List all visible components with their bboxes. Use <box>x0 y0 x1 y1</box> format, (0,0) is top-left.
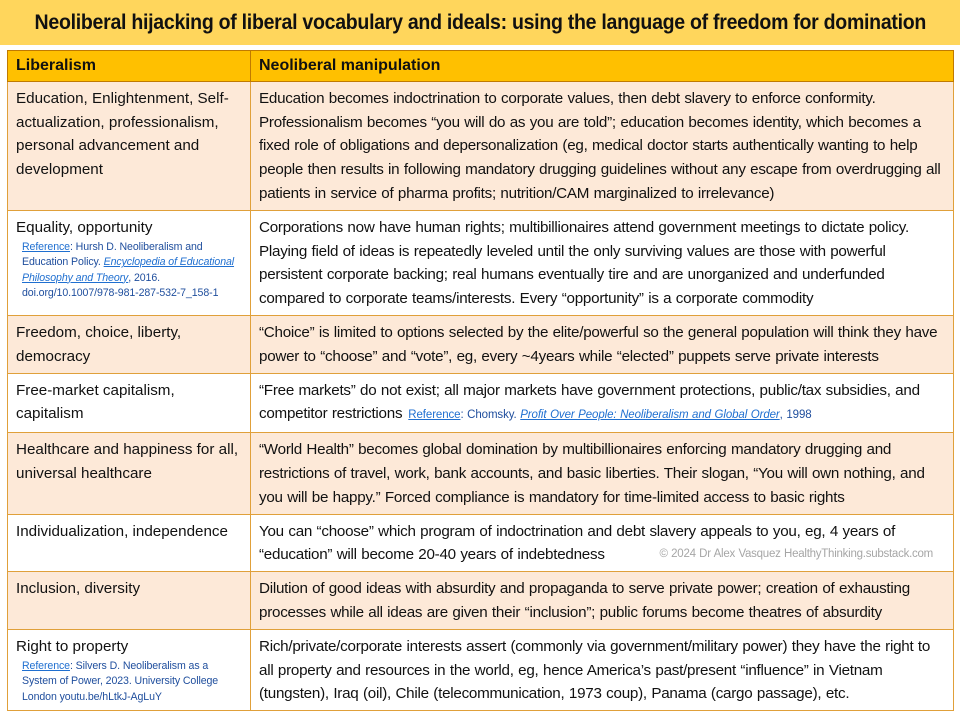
table-row <box>8 373 954 433</box>
table-row <box>8 81 954 210</box>
liberal-ideal-cell <box>8 629 251 710</box>
table-row <box>8 629 954 710</box>
reference-text: : Chomsky. <box>460 409 521 422</box>
liberal-ideal-text: Inclusion, diversity <box>16 580 141 598</box>
liberal-ideal-text: Healthcare and happiness for all, universal healthcare <box>16 441 239 482</box>
comparison-table <box>7 50 954 711</box>
liberal-ideal-text: Freedom, choice, liberty, democracy <box>16 323 182 365</box>
manipulation-text: “Free markets” do not exist; all major markets have government protections, public/tax subsidies, and competitor restrictions <box>259 381 920 423</box>
liberal-ideal-text: Right to property <box>16 637 129 655</box>
reference-link[interactable]: Reference <box>22 240 70 253</box>
header-neoliberal-manipulation: Neoliberal manipulation <box>251 51 954 82</box>
liberal-ideal-cell <box>8 81 251 210</box>
liberal-ideal-text: Equality, opportunity <box>16 218 153 236</box>
reference-text: : Silvers D. Neoliberalism as a System of Power, 2023. University College London youtu.be/hLtkJ-AgLuY <box>22 659 219 703</box>
liberal-ideal-cell <box>8 210 251 315</box>
manipulation-text: You can “choose” which program of indoctrination and debt slavery appeals to you, eg, 4 years of “education” will become 20-40 years of indebtedness <box>259 522 896 564</box>
liberal-ideal-cell <box>8 373 251 433</box>
reference-text: : Hursh D. Neoliberalism and Education Policy. <box>22 240 203 269</box>
reference-citation <box>408 409 811 421</box>
table-row <box>8 315 954 373</box>
reference-details: , 2016. doi.org/10.1007/978-981-287-532-7_158-1 <box>22 271 219 300</box>
table-row <box>8 433 954 514</box>
liberal-ideal-text: Education, Enlightenment, Self-actualization, professionalism, personal advancement and development <box>16 89 229 179</box>
header-liberalism: Liberalism <box>8 51 251 82</box>
reference-source-link[interactable]: Profit Over People: Neoliberalism and Global Order <box>520 409 780 422</box>
reference-details: , 1998 <box>779 409 812 422</box>
liberal-ideal-text: Free-market capitalism, capitalism <box>16 381 175 423</box>
neoliberal-manipulation-cell: Education becomes indoctrination to corporate values, then debt slavery to enforce conformity. Professionalism becomes “you will do as you are told”; education becomes identity, which becomes a fixed role of obligations and depersonalization (eg, medical doctor starts authentically wanting to help people then results in following mandatory drugging guidelines without any escape from overdrugging all patients in service of pharma profits; nutrition/CAM marginalized to irrelevance) <box>251 81 954 210</box>
reference-citation <box>16 659 242 706</box>
title-banner <box>0 0 960 45</box>
liberal-ideal-cell <box>8 315 251 373</box>
reference-source-link[interactable]: Encyclopedia of Educational Philosophy and Theory <box>22 256 235 284</box>
reference-link[interactable]: Reference <box>408 409 461 422</box>
neoliberal-manipulation-cell: Rich/private/corporate interests assert (commonly via government/military power) they have the right to all property and resources in the world, eg, hence America’s past/present “influence” in Vietnam (tungsten), Iraq (oil), Chile (telecommunication, 1973 coup), Panama (cargo passage), etc. <box>251 629 954 710</box>
liberal-ideal-cell <box>8 572 251 630</box>
neoliberal-manipulation-cell <box>251 514 954 572</box>
neoliberal-manipulation-cell: “World Health” becomes global domination by multibillionaires enforcing mandatory drugging and restrictions of travel, work, bank accounts, and basic liberties. Their slogan, “You will own nothing, and you will be happy.” Forced compliance is mandatory for time-limited access to basic rights <box>251 433 954 514</box>
copyright-notice: © 2024 Dr Alex Vasquez HealthyThinking.substack.com <box>659 548 933 561</box>
neoliberal-manipulation-cell: Corporations now have human rights; multibillionaires attend government meetings to dictate policy. Playing field of ideas is repeatedly leveled until the only surviving values are those with powerful persistent corporate backing; real humans eventually tire and are unorganized and underfunded compared to corporate teams/interests. Every “opportunity” is a corporate commodity <box>251 210 954 315</box>
neoliberal-manipulation-cell: “Choice” is limited to options selected by the elite/powerful so the general population will think they have power to “choose” and “vote”, eg, every ~4years while “elected” puppets serve private interests <box>251 315 954 373</box>
liberal-ideal-cell <box>8 514 251 572</box>
table-row <box>8 210 954 315</box>
reference-link[interactable]: Reference <box>22 659 70 672</box>
page-title: Neoliberal hijacking of liberal vocabulary and ideals: using the language of freedom for domination <box>34 10 926 34</box>
liberal-ideal-cell <box>8 433 251 514</box>
neoliberal-manipulation-cell: Dilution of good ideas with absurdity and propaganda to serve private power; creation of exhausting processes while all ideas are given their “inclusion”; public forums become theatres of absurdity <box>251 572 954 630</box>
reference-citation <box>16 240 242 302</box>
table-row <box>8 514 954 572</box>
table-header-row <box>8 51 954 82</box>
liberal-ideal-text: Individualization, independence <box>16 522 228 540</box>
table-row <box>8 572 954 630</box>
neoliberal-manipulation-cell <box>251 373 954 433</box>
